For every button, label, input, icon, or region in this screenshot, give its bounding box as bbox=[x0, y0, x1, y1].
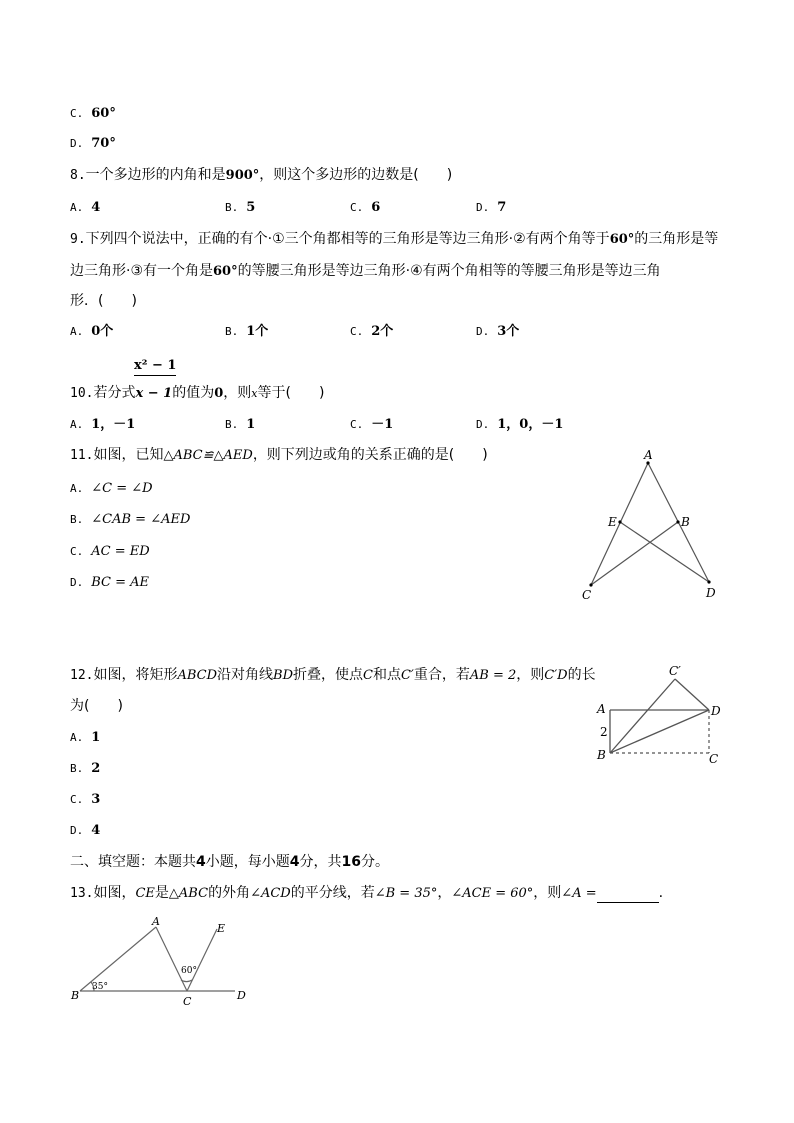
stem-text: . bbox=[658, 885, 664, 901]
option-value: 5 bbox=[246, 200, 256, 215]
math-var: x bbox=[251, 387, 258, 400]
math-value: 900° bbox=[225, 168, 260, 183]
stem-text: 一个多边形的内角和是 bbox=[85, 167, 226, 183]
stem-text: 有两个角等于 bbox=[525, 231, 610, 247]
option-label: B. bbox=[225, 418, 239, 431]
circled-2-icon: ② bbox=[513, 231, 526, 247]
option-value: 4 bbox=[91, 200, 101, 215]
option-label: D. bbox=[476, 201, 490, 214]
q10-stem bbox=[70, 384, 324, 403]
q9-stem-line2 bbox=[70, 262, 661, 281]
section-text: 分，共 bbox=[299, 854, 342, 870]
point-label-a: A bbox=[644, 448, 653, 462]
stem-text: 的平分线，若 bbox=[290, 885, 375, 901]
point-label-c-prime: C′ bbox=[669, 664, 681, 678]
stem-text: ， bbox=[437, 885, 452, 901]
q10-option-a bbox=[70, 415, 135, 434]
q10-fraction bbox=[134, 358, 176, 376]
section-2-header bbox=[70, 853, 389, 871]
stem-text: 的外角 bbox=[208, 885, 251, 901]
option-value: 2个 bbox=[371, 324, 394, 339]
stem-text: ，则这个多边形的边数是( ) bbox=[259, 167, 453, 183]
q12-stem-line2: 为( ) bbox=[70, 698, 123, 714]
math-expression: △ABC bbox=[168, 886, 209, 901]
q12-stem-line1 bbox=[70, 666, 596, 685]
option-label: D. bbox=[70, 137, 84, 150]
q10-option-d bbox=[476, 415, 563, 434]
q8-option-c bbox=[350, 198, 380, 217]
math-expression: C′ bbox=[400, 668, 414, 683]
q13-figure-exterior-angle bbox=[60, 910, 260, 1010]
stem-text: 如图，将矩形 bbox=[93, 667, 178, 683]
section-number: 16 bbox=[341, 854, 361, 870]
option-value: 4 bbox=[91, 823, 101, 838]
stem-text: 若分式 bbox=[93, 385, 136, 401]
stem-text: ，则 bbox=[533, 885, 562, 901]
option-value: 60° bbox=[91, 106, 116, 121]
option-label: D. bbox=[476, 418, 490, 431]
option-value: 7 bbox=[497, 200, 507, 215]
math-expression: ∠ACD bbox=[250, 886, 291, 901]
point-label-d: D bbox=[711, 704, 721, 718]
option-value: 6 bbox=[371, 200, 381, 215]
option-value: AC = ED bbox=[91, 544, 150, 559]
question-number: 13. bbox=[70, 886, 94, 901]
section-text: 分。 bbox=[360, 854, 389, 870]
point-label-c: C bbox=[183, 995, 192, 1008]
option-label: B. bbox=[225, 325, 239, 338]
answer-blank[interactable] bbox=[597, 888, 659, 903]
option-value: 2 bbox=[91, 761, 101, 776]
q8-option-b bbox=[225, 198, 255, 217]
stem-text: 的长 bbox=[567, 667, 596, 683]
point-label-b: B bbox=[597, 748, 606, 762]
q10-option-b bbox=[225, 415, 255, 434]
q9-option-b bbox=[225, 322, 268, 341]
point-label-e: E bbox=[217, 922, 226, 935]
option-label: C. bbox=[350, 325, 364, 338]
math-expression: ∠B = 35° bbox=[374, 886, 438, 901]
angle-c-label: 60° bbox=[181, 966, 197, 976]
option-value: BC = AE bbox=[91, 575, 150, 590]
q8-stem bbox=[70, 166, 452, 185]
circled-3-icon: ③ bbox=[130, 263, 144, 279]
stem-text: 折叠，使点 bbox=[293, 667, 364, 683]
q11-option-d bbox=[70, 573, 149, 592]
option-value: 3 bbox=[91, 792, 101, 807]
stem-text: ，则 bbox=[516, 667, 545, 683]
point-label-e: E bbox=[608, 515, 617, 529]
stem-text: ，则 bbox=[223, 385, 252, 401]
point-label-c: C bbox=[709, 752, 719, 766]
option-value: 70° bbox=[91, 136, 116, 151]
math-expression: BD bbox=[273, 668, 294, 683]
point-label-a: A bbox=[152, 915, 160, 928]
question-number: 12. bbox=[70, 668, 94, 683]
q12-figure-folded-rectangle bbox=[585, 655, 735, 770]
math-expression: AB = 2 bbox=[469, 668, 517, 683]
q8-option-a bbox=[70, 198, 100, 217]
q11-option-c bbox=[70, 542, 150, 561]
stem-text: 的三角形是等 bbox=[634, 231, 719, 247]
stem-text: 等于( ) bbox=[257, 385, 325, 401]
stem-text: 的等腰三角形是等边三角形· bbox=[237, 263, 411, 279]
q12-option-a bbox=[70, 728, 100, 747]
point-label-d: D bbox=[706, 586, 716, 600]
option-label: B. bbox=[225, 201, 239, 214]
option-label: C. bbox=[350, 418, 364, 431]
q11-option-b bbox=[70, 510, 190, 529]
option-label: A. bbox=[70, 201, 84, 214]
math-expression: CE bbox=[135, 886, 155, 901]
q9-option-d bbox=[476, 322, 519, 341]
option-value: 1，0，－1 bbox=[497, 417, 564, 432]
option-label: A. bbox=[70, 418, 84, 431]
option-value: －1 bbox=[371, 417, 394, 432]
stem-text: 下列四个说法中，正确的有个· bbox=[85, 231, 273, 247]
stem-text: 如图， bbox=[93, 885, 136, 901]
q8-option-d bbox=[476, 198, 506, 217]
point-label-d: D bbox=[237, 989, 246, 1002]
q7-option-d bbox=[70, 134, 116, 153]
q9-stem-line3: 形．( ) bbox=[70, 293, 137, 309]
q10-option-c bbox=[350, 415, 393, 434]
option-label: C. bbox=[70, 107, 84, 120]
q9-option-a bbox=[70, 322, 113, 341]
option-label: D. bbox=[70, 824, 84, 837]
point-label-b: B bbox=[71, 989, 80, 1002]
q7-option-c bbox=[70, 104, 116, 123]
question-number: 10. bbox=[70, 386, 94, 401]
option-value: 1，－1 bbox=[91, 417, 136, 432]
circled-1-icon: ① bbox=[272, 231, 285, 247]
section-text: 二、填空题：本题共 bbox=[70, 854, 196, 870]
fraction-bar bbox=[134, 375, 176, 376]
math-value: 60° bbox=[213, 264, 238, 279]
stem-text: 有两个角相等的等腰三角形是等边三角 bbox=[422, 263, 661, 279]
side-length-label: 2 bbox=[600, 725, 608, 739]
math-expression: ∠A = bbox=[561, 886, 597, 901]
q9-option-c bbox=[350, 322, 393, 341]
q12-option-c bbox=[70, 790, 100, 809]
option-label: D. bbox=[476, 325, 490, 338]
circled-4-icon: ④ bbox=[410, 263, 423, 279]
section-number: 4 bbox=[196, 854, 206, 870]
stem-text: 三个角都相等的三角形是等边三角形· bbox=[284, 231, 514, 247]
math-expression: C′D bbox=[544, 668, 568, 683]
option-value: 0个 bbox=[91, 324, 114, 339]
q11-stem bbox=[70, 446, 488, 465]
point-label-a: A bbox=[597, 702, 606, 716]
option-label: B. bbox=[70, 762, 84, 775]
math-expression: C bbox=[363, 668, 373, 683]
option-value: 1个 bbox=[246, 324, 269, 339]
option-value: ∠C = ∠D bbox=[91, 481, 153, 496]
option-label: D. bbox=[70, 576, 84, 589]
q11-figure-triangles bbox=[570, 440, 730, 610]
option-value: ∠CAB = ∠AED bbox=[91, 512, 191, 527]
option-value: 1 bbox=[246, 417, 256, 432]
stem-text: 沿对角线 bbox=[217, 667, 274, 683]
fraction-numerator: x² − 1 bbox=[134, 358, 177, 373]
question-number: 11. bbox=[70, 448, 94, 463]
section-number: 4 bbox=[289, 854, 300, 870]
option-value: 3个 bbox=[497, 324, 520, 339]
stem-text: ，则下列边或角的关系正确的是( ) bbox=[252, 447, 488, 463]
section-text: 小题，每小题 bbox=[205, 854, 290, 870]
fraction-denominator: x − 1 bbox=[135, 386, 173, 401]
math-value: 60° bbox=[609, 232, 635, 247]
option-label: C. bbox=[70, 545, 84, 558]
option-label: B. bbox=[70, 513, 84, 526]
q12-option-b bbox=[70, 759, 100, 778]
angle-b-label: 35° bbox=[92, 982, 108, 992]
option-label: A. bbox=[70, 325, 84, 338]
stem-text: 有一个角是 bbox=[143, 263, 214, 279]
q13-stem bbox=[70, 884, 663, 903]
question-number: 9. bbox=[70, 232, 86, 247]
option-label: A. bbox=[70, 482, 84, 495]
option-label: C. bbox=[70, 793, 84, 806]
option-value: 1 bbox=[91, 730, 101, 745]
option-label: A. bbox=[70, 731, 84, 744]
math-expression: △ABC≌△AED bbox=[163, 448, 253, 463]
q11-option-a bbox=[70, 479, 153, 498]
option-label: C. bbox=[350, 201, 364, 214]
stem-text: 重合，若 bbox=[413, 667, 470, 683]
stem-text: 的值为 bbox=[172, 385, 215, 401]
q9-stem-line1 bbox=[70, 230, 718, 249]
stem-text: 是 bbox=[154, 885, 169, 901]
q12-option-d bbox=[70, 821, 100, 840]
stem-text: 边三角形· bbox=[70, 263, 131, 279]
stem-text: 如图，已知 bbox=[93, 447, 164, 463]
point-label-b: B bbox=[681, 515, 690, 529]
stem-text: 和点 bbox=[372, 667, 401, 683]
math-value: 0 bbox=[214, 386, 224, 401]
point-label-c: C bbox=[582, 588, 592, 602]
math-expression: ABCD bbox=[177, 668, 218, 683]
math-expression: ∠ACE = 60° bbox=[451, 886, 534, 901]
question-number: 8. bbox=[70, 168, 86, 183]
